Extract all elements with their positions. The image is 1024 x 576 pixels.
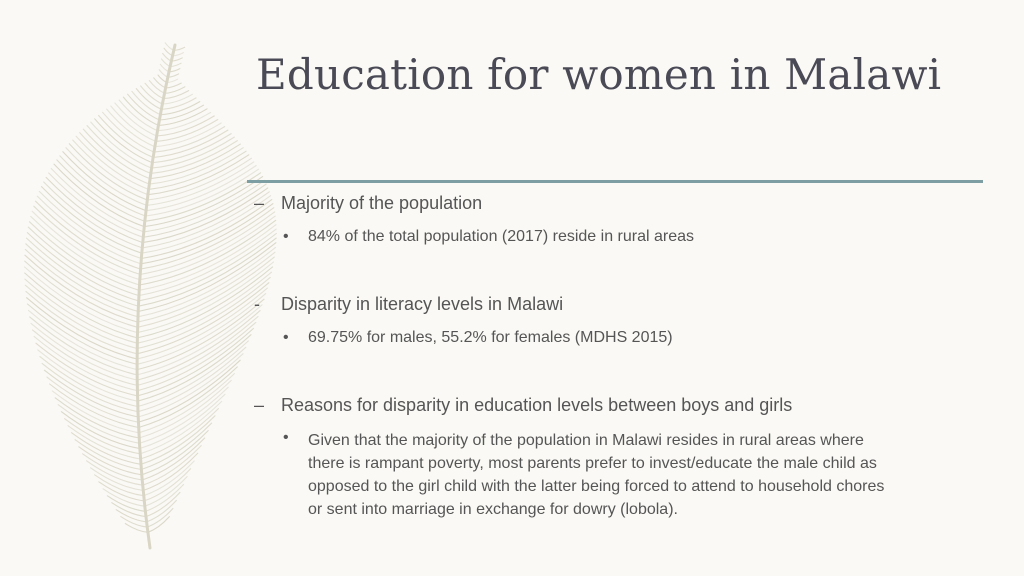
bullet-text: 84% of the total population (2017) reside in rural areas bbox=[308, 228, 695, 245]
bullet-marker: • bbox=[283, 228, 289, 245]
bullet-reasons-paragraph bbox=[308, 429, 968, 521]
bullet-marker: • bbox=[283, 329, 289, 346]
paragraph-line: Given that the majority of the population in Malawi resides in rural areas where bbox=[308, 432, 864, 449]
dash-marker: – bbox=[254, 395, 265, 415]
paragraph-line: opposed to the girl child with the latter being forced to attend to household chores bbox=[308, 478, 885, 495]
dash-marker: – bbox=[254, 193, 265, 213]
section-heading-text: Disparity in literacy levels in Malawi bbox=[281, 294, 564, 314]
bullet-text: 69.75% for males, 55.2% for females (MDHS 2015) bbox=[308, 329, 673, 346]
slide-title: Education for women in Malawi bbox=[256, 50, 942, 99]
section-heading-text: Majority of the population bbox=[281, 193, 483, 213]
paragraph-line: or sent into marriage in exchange for dowry (lobola). bbox=[308, 501, 678, 518]
paragraph-line: there is rampant poverty, most parents prefer to invest/educate the male child as bbox=[308, 455, 877, 472]
section-heading-text: Reasons for disparity in education levels between boys and girls bbox=[281, 395, 793, 415]
dash-marker: - bbox=[254, 294, 260, 314]
bullet-marker: • bbox=[283, 429, 289, 446]
